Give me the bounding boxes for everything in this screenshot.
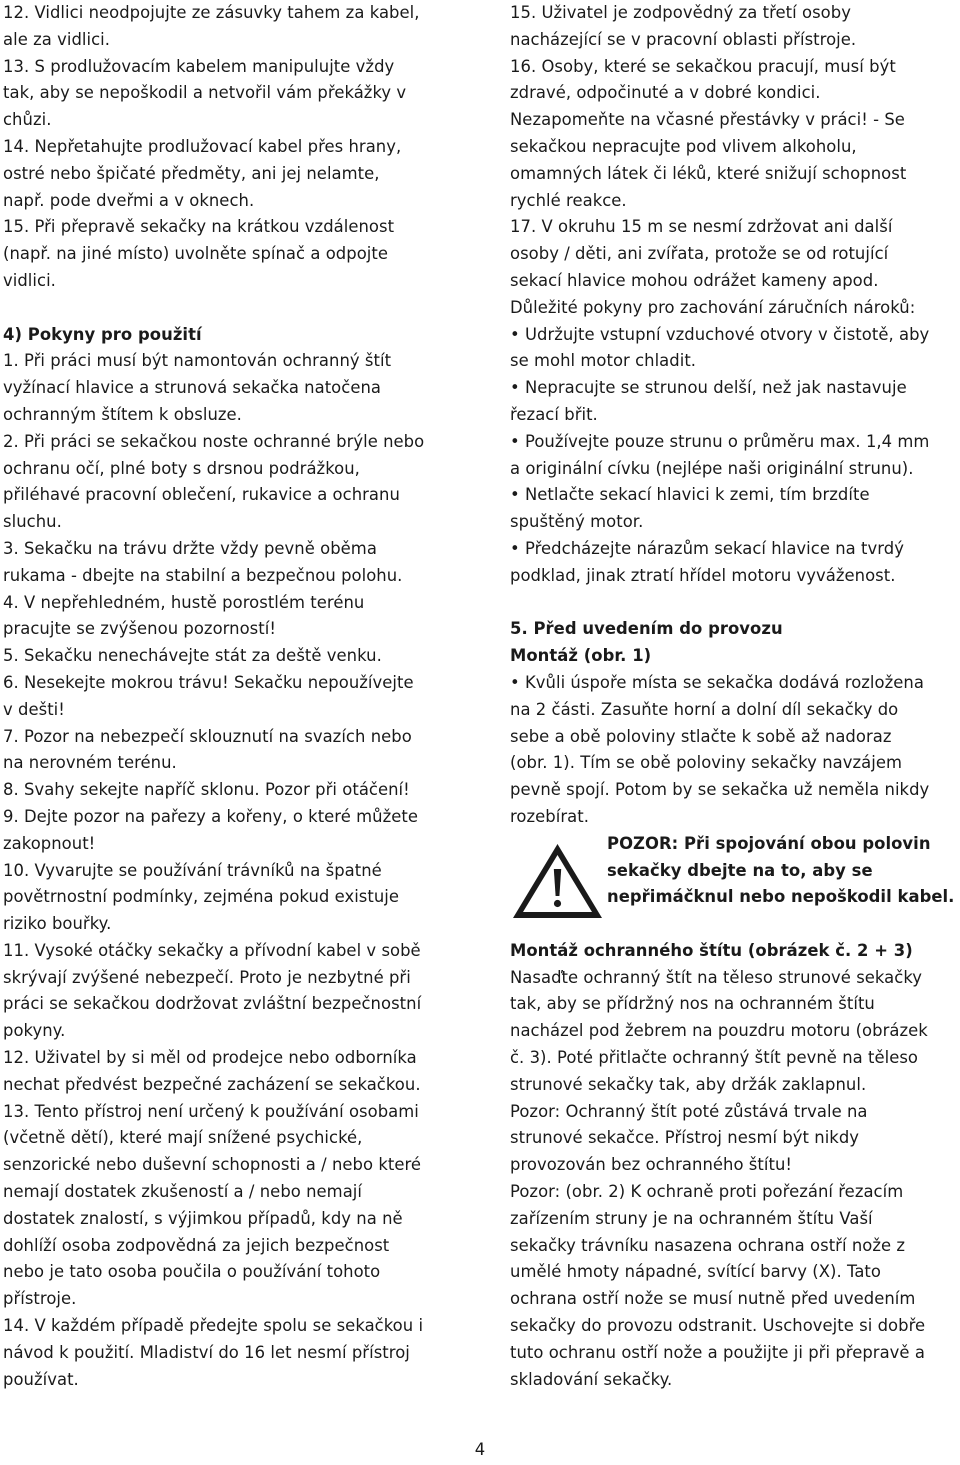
text-line: nacházející se v pracovní oblasti přístroje.	[510, 29, 857, 49]
text-line: dostatek znalostí, s výjimkou případů, kdy na ně	[3, 1208, 403, 1228]
text-line: tak, aby se nepoškodil a netvořil vám překážky v	[3, 83, 407, 103]
text-line: chůzi.	[3, 110, 52, 130]
assembly-lines	[510, 670, 960, 831]
text-line: přístroje.	[3, 1289, 77, 1309]
safety-lines	[510, 0, 960, 590]
text-line: ostré nebo špičaté předměty, ani jej nelamte,	[3, 163, 380, 183]
text-line: se mohl motor chladit.	[510, 351, 697, 371]
text-line: 14. V každém případě předejte spolu se sekačkou i	[3, 1316, 424, 1336]
text-line: 15. Uživatel je zodpovědný za třetí osoby	[510, 3, 851, 22]
text-line: osoby / děti, ani zvířata, protože se od rotující	[510, 244, 889, 264]
text-line: sekačky dbejte na to, aby se	[607, 860, 873, 880]
section-heading-usage: 4) Pokyny pro použití	[3, 324, 202, 344]
text-line: 17. V okruhu 15 m se nesmí zdržovat ani další	[510, 217, 893, 237]
text-line: 5. Sekačku nenechávejte stát za deště venku.	[3, 646, 382, 666]
text-line: v dešti!	[3, 699, 65, 719]
text-line: senzorické nebo duševní schopnosti a / nebo které	[3, 1155, 422, 1175]
text-line: 2. Při práci se sekačkou noste ochranné brýle nebo	[3, 431, 425, 451]
text-line: 1. Při práci musí být namontován ochranný štít	[3, 351, 392, 371]
text-line: a originální cívku (nejlépe naši originální strunu).	[510, 458, 914, 478]
text-line: nemají dostatek zkušeností a / nebo nemají	[3, 1182, 362, 1202]
text-line: povětrnostní podmínky, zejména pokud existuje	[3, 887, 400, 907]
text-line: tak, aby se přídržný nos na ochranném štítu	[510, 994, 875, 1014]
warning-block	[510, 831, 960, 911]
warning-text	[607, 831, 954, 911]
text-line: umělé hmoty nápadné, svítící barvy (X). Tato	[510, 1262, 881, 1282]
text-line: používat.	[3, 1369, 79, 1389]
page-number: 4	[474, 1440, 486, 1459]
text-line: 13. Tento přístroj není určený k používání osobami	[3, 1101, 419, 1121]
text-line: rychlé reakce.	[510, 190, 627, 210]
text-line: 16. Osoby, které se sekačkou pracují, musí být	[510, 56, 896, 76]
text-line: provozován bez ochranného štítu!	[510, 1155, 793, 1175]
text-line: ale za vidlici.	[3, 29, 111, 49]
subheading-assembly: Montáž (obr. 1)	[510, 646, 652, 666]
text-line: rukama - dbejte na stabilní a bezpečnou polohu.	[3, 565, 403, 585]
guard-lines	[510, 965, 960, 1394]
text-line: vidlici.	[3, 270, 56, 290]
text-line: 12. Uživatel by si měl od prodejce nebo odborníka	[3, 1048, 417, 1068]
text-line: nebo je tato osoba poučila o používání tohoto	[3, 1262, 381, 1282]
text-line: sekačky do provozu odstranit. Uschovejte si dobře	[510, 1316, 926, 1336]
text-line: např. pode dveřmi a v oknech.	[3, 190, 255, 210]
text-line: Pozor: Ochranný štít poté zůstává trvale na	[510, 1101, 868, 1121]
text-line: zakopnout!	[3, 833, 96, 853]
text-line: 4. V nepřehledném, hustě porostlém terénu	[3, 592, 365, 612]
text-line: pokyny.	[3, 1021, 66, 1041]
text-line: 8. Svahy sekejte napříč sklonu. Pozor při otáčení!	[3, 780, 410, 800]
text-line: strunové sekačce. Přístroj nesmí být nikdy	[510, 1128, 860, 1148]
text-line: (např. na jiné místo) uvolněte spínač a odpojte	[3, 244, 388, 264]
text-line: návod k použití. Mladiství do 16 let nesmí přístroj	[3, 1342, 410, 1362]
text-line: pracujte se zvýšenou pozorností!	[3, 619, 276, 639]
text-line: 15. Při přepravě sekačky na krátkou vzdálenost	[3, 217, 395, 237]
text-line: řezací břit.	[510, 404, 598, 424]
right-column	[510, 0, 960, 1393]
text-line: POZOR: Při spojování obou polovin	[607, 833, 931, 853]
text-line: 10. Vyvarujte se používání trávníků na špatné	[3, 860, 382, 880]
text-line: 3. Sekačku na trávu držte vždy pevně oběma	[3, 538, 377, 558]
text-line: • Nepracujte se strunou delší, než jak nastavuje	[510, 378, 907, 398]
text-line: 14. Nepřetahujte prodlužovací kabel přes hrany,	[3, 136, 402, 156]
text-line: nepřimáčknul nebo nepoškodil kabel.	[607, 887, 955, 907]
subheading-guard-assembly: Montáž ochranného štítu (obrázek č. 2 + 3)	[510, 940, 913, 960]
text-line: skladování sekačky.	[510, 1369, 673, 1389]
text-line: pevně spojí. Potom by se sekačka už neměla nikdy	[510, 780, 930, 800]
text-line: • Udržujte vstupní vzduchové otvory v čistotě, aby	[510, 324, 930, 344]
usage-lines	[3, 348, 455, 1393]
text-line: sluchu.	[3, 512, 62, 532]
text-line: 11. Vysoké otáčky sekačky a přívodní kabel v sobě	[3, 940, 421, 960]
text-line: (včetně dětí), které mají snížené psychické,	[3, 1128, 363, 1148]
text-line: č. 3). Poté přitlačte ochranný štít pevně na těleso	[510, 1048, 919, 1068]
text-line: sekací hlavice mohou odrážet kameny apod.	[510, 270, 879, 290]
text-line: 9. Dejte pozor na pařezy a kořeny, o které můžete	[3, 806, 418, 826]
text-line: Nasaďte ochranný štít na těleso strunové sekačky	[510, 967, 923, 987]
text-line: podklad, jinak ztratí hřídel motoru vyváženost.	[510, 565, 896, 585]
text-line: vyžínací hlavice a strunová sekačka natočena	[3, 378, 381, 398]
text-line: 13. S prodlužovacím kabelem manipulujte vždy	[3, 56, 395, 76]
text-line: Nezapomeňte na včasné přestávky v práci! - Se	[510, 110, 905, 130]
spacer	[3, 295, 455, 322]
text-line: skrývají zvýšené nebezpečí. Proto je nezbytné při	[3, 967, 411, 987]
text-line: na nerovném terénu.	[3, 753, 177, 773]
text-line: na 2 části. Zasuňte horní a dolní díl sekačky do	[510, 699, 899, 719]
text-line: ochrana ostří nože se musí nutně před uvedením	[510, 1289, 916, 1309]
text-line: strunové sekačky tak, aby držák zaklapnul.	[510, 1074, 867, 1094]
text-line: 7. Pozor na nebezpečí sklouznutí na svazích nebo	[3, 726, 412, 746]
intro-lines	[3, 0, 455, 295]
text-line: ochranným štítem k obsluze.	[3, 404, 242, 424]
text-line: ochranu očí, plné boty s drsnou podrážkou,	[3, 458, 360, 478]
text-line: sekačky trávníku nasazena ochrana ostří nože z	[510, 1235, 906, 1255]
text-line: sekačkou nepracujte pod vlivem alkoholu,	[510, 136, 857, 156]
text-line: sebe a obě poloviny stlačte k sobě až nadoraz	[510, 726, 892, 746]
text-line: 12. Vidlici neodpojujte ze zásuvky tahem za kabel,	[3, 3, 420, 22]
text-line: rozebírat.	[510, 806, 589, 826]
text-line: • Používejte pouze strunu o průměru max. 1,4 mm	[510, 431, 930, 451]
text-line: • Netlačte sekací hlavici k zemi, tím brzdíte	[510, 485, 870, 505]
spacer	[510, 590, 960, 617]
text-line: (obr. 1). Tím se obě poloviny sekačky navzájem	[510, 753, 902, 773]
text-line: Pozor: (obr. 2) K ochraně proti pořezání řezacím	[510, 1182, 904, 1202]
text-line: tuto ochranu ostří nože a použijte ji při přepravě a	[510, 1342, 925, 1362]
text-line: práci se sekačkou dodržovat zvláštní bezpečnostní	[3, 994, 422, 1014]
text-line: zařízením struny je na ochranném štítu Vaší	[510, 1208, 873, 1228]
text-line: Důležité pokyny pro zachování záručních nároků:	[510, 297, 916, 317]
text-line: omamných látek či léků, které snižují schopnost	[510, 163, 907, 183]
text-line: nacházel pod žebrem na pouzdru motoru (obrázek	[510, 1021, 928, 1041]
section-heading-before-use: 5. Před uvedením do provozu	[510, 619, 783, 639]
text-line: • Kvůli úspoře místa se sekačka dodává rozložena	[510, 672, 924, 692]
warning-triangle-icon	[510, 841, 605, 921]
text-line: zdravé, odpočinuté a v dobré kondici.	[510, 83, 821, 103]
text-line: nechat předvést bezpečné zacházení se sekačkou.	[3, 1074, 421, 1094]
left-column	[3, 0, 455, 1393]
text-line: přiléhavé pracovní oblečení, rukavice a ochranu	[3, 485, 400, 505]
text-line: riziko bouřky.	[3, 914, 112, 934]
text-line: dohlíží osoba zodpovědná za jejich bezpečnost	[3, 1235, 390, 1255]
text-line: 6. Nesekejte mokrou trávu! Sekačku nepoužívejte	[3, 672, 414, 692]
text-line: • Předcházejte nárazům sekací hlavice na tvrdý	[510, 538, 904, 558]
text-line: spuštěný motor.	[510, 512, 644, 532]
